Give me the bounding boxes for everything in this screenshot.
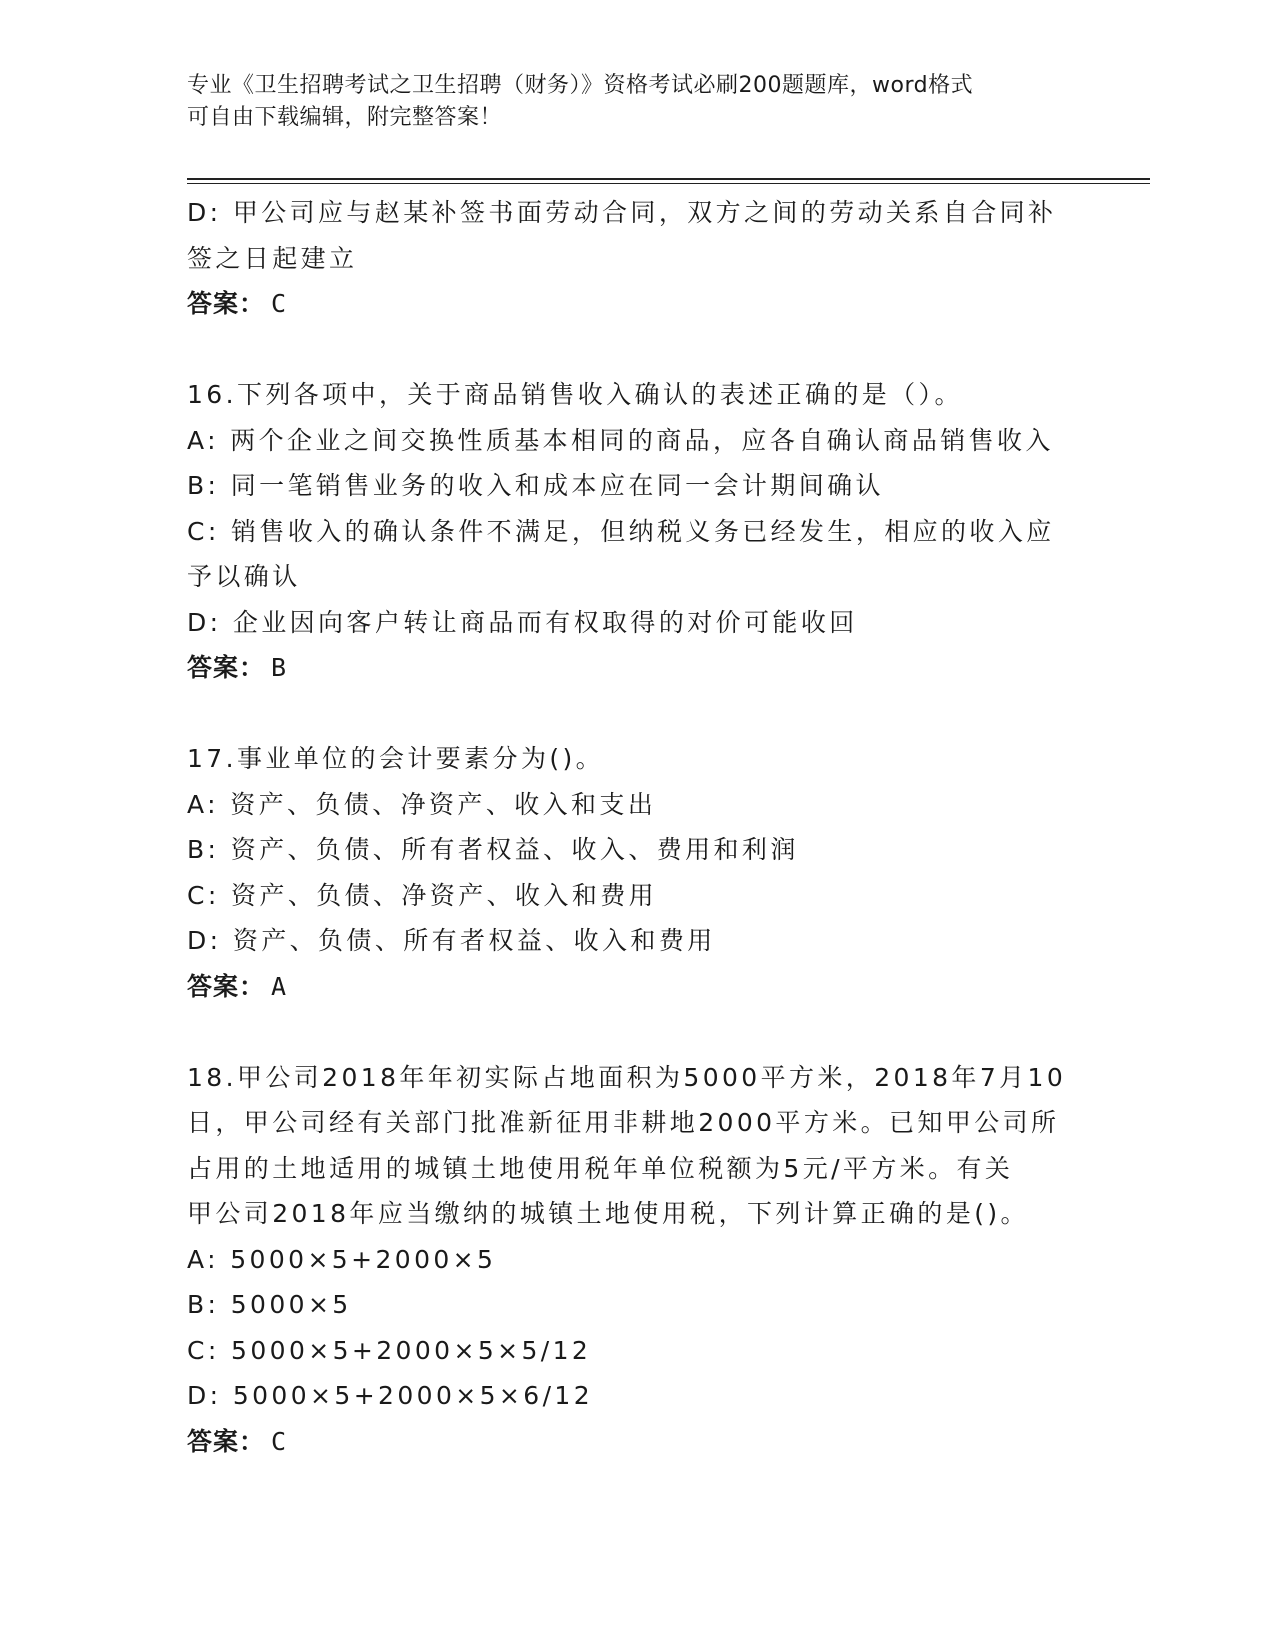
q16-stem: 16.下列各项中，关于商品销售收入确认的表述正确的是（）。 — [187, 380, 963, 409]
page-header — [187, 70, 1077, 134]
spacer — [187, 327, 1077, 373]
q18-stem-line-4: 甲公司2018年应当缴纳的城镇土地使用税，下列计算正确的是()。 — [187, 1199, 1029, 1228]
answer-value: B — [271, 653, 288, 682]
q18-stem-line-2: 日，甲公司经有关部门批准新征用非耕地2000平方米。已知甲公司所 — [187, 1108, 1060, 1137]
q18-stem-line-3: 占用的土地适用的城镇土地使用税年单位税额为5元/平方米。有关 — [187, 1153, 1014, 1183]
header-divider-thin — [187, 183, 1150, 184]
header-divider-thick — [187, 178, 1150, 180]
spacer — [187, 1009, 1077, 1055]
q17-answer — [187, 964, 1077, 1010]
answer-value: C — [271, 289, 288, 318]
q17-option-b: B: 资产、负债、所有者权益、收入、费用和利润 — [187, 835, 799, 864]
q16-option-a: A: 两个企业之间交换性质基本相同的商品，应各自确认商品销售收入 — [187, 425, 1054, 455]
q16-option-c-line-1: C: 销售收入的确认条件不满足，但纳税义务已经发生，相应的收入应 — [187, 516, 1055, 546]
q17-option-c: C: 资产、负债、净资产、收入和费用 — [187, 880, 658, 910]
q17-option-a: A: 资产、负债、净资产、收入和支出 — [187, 789, 657, 819]
question-list — [187, 190, 1077, 1464]
question-18 — [187, 1055, 1077, 1465]
question-16 — [187, 372, 1077, 691]
q18-answer — [187, 1419, 1077, 1465]
q16-option-c-line-2: 予以确认 — [187, 562, 301, 591]
header-line-2: 可自由下载编辑，附完整答案！ — [187, 105, 503, 130]
spacer — [187, 691, 1077, 737]
q18-option-a: A: 5000×5+2000×5 — [187, 1244, 497, 1274]
answer-value: C — [271, 1426, 288, 1456]
q15-answer — [187, 281, 1077, 327]
q17-option-d: D: 资产、负债、所有者权益、收入和费用 — [187, 926, 716, 955]
q18-option-b: B: 5000×5 — [187, 1290, 352, 1319]
answer-label: 答案： — [187, 1426, 266, 1456]
q18-stem-line-1: 18.甲公司2018年年初实际占地面积为5000平方米，2018年7月10 — [187, 1062, 1067, 1092]
q15-option-d-line-2: 签之日起建立 — [187, 243, 358, 273]
q16-option-d: D: 企业因向客户转让商品而有权取得的对价可能收回 — [187, 607, 858, 637]
q15-option-d-line-1: D: 甲公司应与赵某补签书面劳动合同，双方之间的劳动关系自合同补 — [187, 198, 1057, 227]
q16-option-b: B: 同一笔销售业务的收入和成本应在同一会计期间确认 — [187, 471, 884, 500]
question-17 — [187, 736, 1077, 1009]
question-15-tail — [187, 190, 1077, 327]
q18-option-d: D: 5000×5+2000×5×6/12 — [187, 1381, 594, 1410]
answer-label: 答案： — [187, 653, 266, 682]
answer-value: A — [271, 971, 288, 1001]
answer-label: 答案： — [187, 971, 266, 1001]
q16-answer — [187, 645, 1077, 691]
q18-option-c: C: 5000×5+2000×5×5/12 — [187, 1335, 592, 1365]
answer-label: 答案： — [187, 289, 266, 318]
q17-stem: 17.事业单位的会计要素分为()。 — [187, 744, 605, 773]
header-line-1: 专业《卫生招聘考试之卫生招聘（财务）》资格考试必刷200题题库，word格式 — [187, 73, 974, 98]
